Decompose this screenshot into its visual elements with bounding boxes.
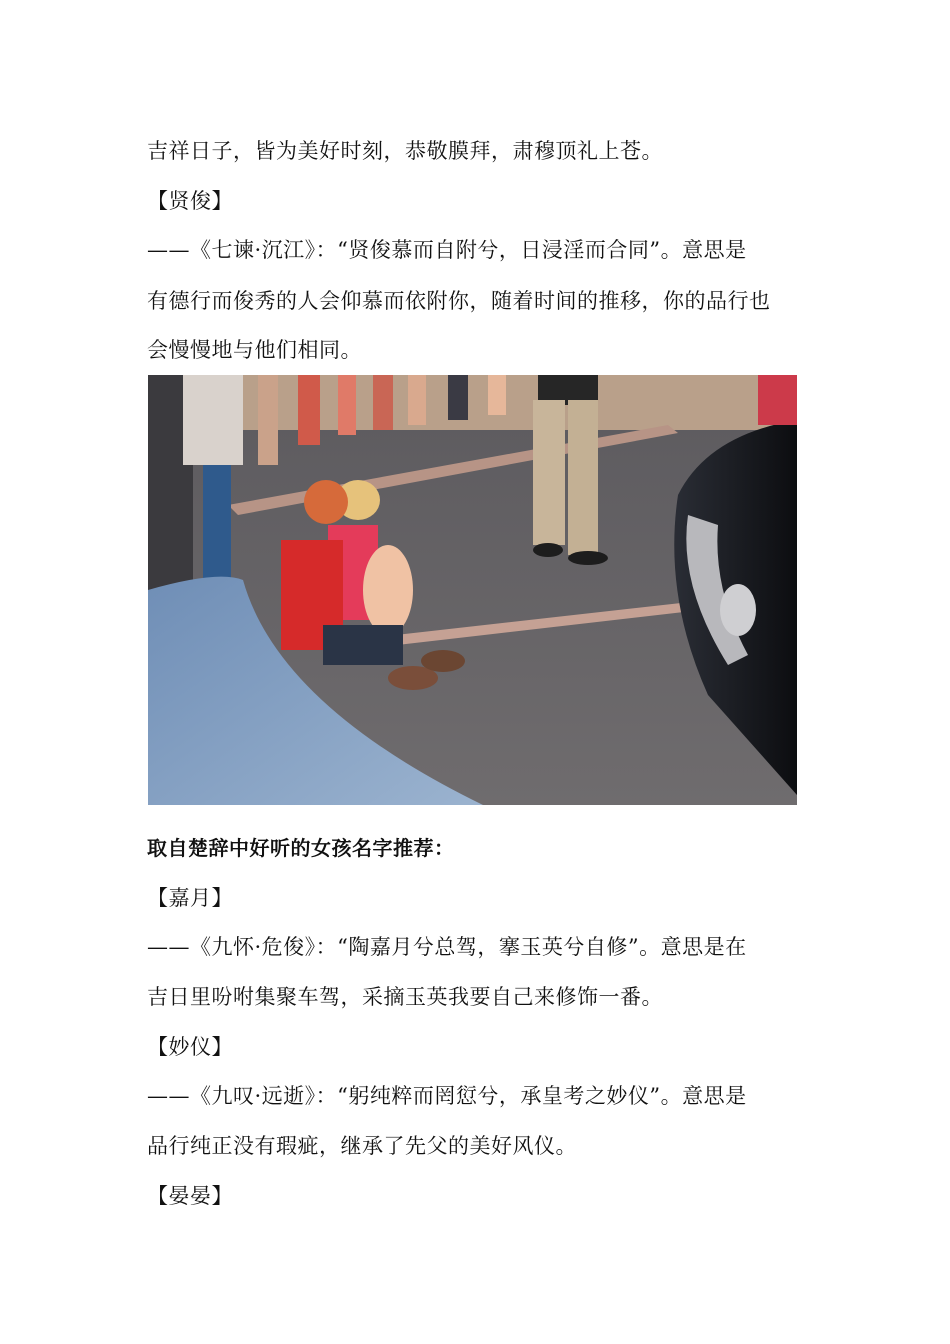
paragraph-text: ——《七谏·沉江》：“贤俊慕而自附兮，日浸淫而合同”。意思是 — [147, 238, 747, 262]
heading-miaoyi: 【妙仪】 — [147, 1035, 233, 1059]
heading-jiayue: 【嘉月】 — [147, 886, 233, 910]
paragraph-text: 会慢慢地与他们相同。 — [147, 338, 362, 362]
paragraph-text: ——《九怀·危俊》：“陶嘉月兮总驾，搴玉英兮自修”。意思是在 — [147, 935, 747, 959]
heading-yanyan: 【晏晏】 — [147, 1184, 233, 1208]
paragraph-text: 品行纯正没有瑕疵，继承了先父的美好风仪。 — [147, 1134, 577, 1158]
paragraph-text: 有德行而俊秀的人会仰慕而依附你，随着时间的推移，你的品行也 — [147, 289, 771, 313]
heading-xianjun: 【贤俊】 — [147, 189, 233, 213]
children-street-photo — [148, 375, 797, 805]
paragraph-text: 吉日里吩咐集聚车驾，采摘玉英我要自己来修饰一番。 — [147, 985, 663, 1009]
paragraph-text: 吉祥日子，皆为美好时刻，恭敬膜拜，肃穆顶礼上苍。 — [147, 139, 663, 163]
paragraph-text: ——《九叹·远逝》：“躬纯粹而罔愆兮，承皇考之妙仪”。意思是 — [147, 1084, 747, 1108]
section-title: 取自楚辞中好听的女孩名字推荐： — [147, 836, 455, 860]
